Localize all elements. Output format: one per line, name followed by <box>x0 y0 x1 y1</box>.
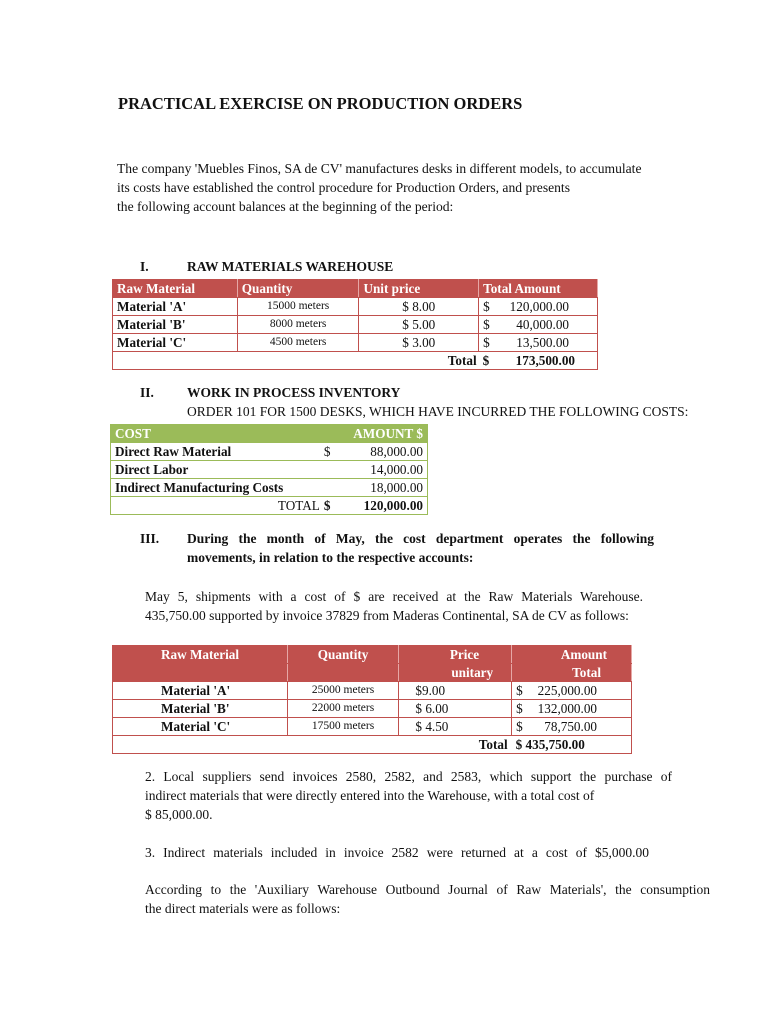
paragraph-line: According to the 'Auxiliary Warehouse Outbound Journal of Raw Materials', the consumption <box>145 882 710 897</box>
column-header: Total <box>512 664 632 682</box>
material-cell: Material 'A' <box>113 298 238 316</box>
amount-value: 88,000.00 <box>370 444 423 459</box>
table-row <box>113 334 598 352</box>
material-cell: Material 'B' <box>113 700 288 718</box>
table-row <box>111 443 428 461</box>
total-cell <box>323 497 428 515</box>
currency-symbol: $ <box>516 701 523 716</box>
amount-cell: 18,000.00 <box>328 479 428 497</box>
amount-value: 40,000.00 <box>516 317 569 332</box>
column-header: Raw Material <box>113 280 238 298</box>
amount-cell <box>479 316 598 334</box>
quantity-cell: 8000 meters <box>237 316 359 334</box>
total-cell <box>479 352 598 370</box>
column-header: Amount <box>512 646 632 664</box>
table-row <box>111 461 428 479</box>
table-row <box>111 479 428 497</box>
column-header: Price <box>399 646 512 664</box>
table-header-row <box>113 280 598 298</box>
intro-line: its costs have established the control procedure for Production Orders, and presents <box>117 180 571 195</box>
column-header: AMOUNT $ <box>328 425 428 443</box>
price-cell: $ 5.00 <box>359 316 479 334</box>
total-row <box>111 497 428 515</box>
column-header: Quantity <box>287 646 399 664</box>
intro-line: The company 'Muebles Finos, SA de CV' manufactures desks in different models, to accumulate <box>117 161 642 176</box>
total-label: Total <box>399 736 512 754</box>
paragraph-line: the direct materials were as follows: <box>145 901 341 916</box>
price-cell: $ 6.00 <box>399 700 512 718</box>
total-row <box>113 352 598 370</box>
amount-cell <box>512 700 632 718</box>
total-value: $ 435,750.00 <box>512 736 632 754</box>
currency-symbol: $ <box>483 299 490 314</box>
paragraph-line: indirect materials that were directly entered into the Warehouse, with a total cost of <box>145 788 595 803</box>
amount-value: 132,000.00 <box>537 701 597 716</box>
section-2-subheading: ORDER 101 FOR 1500 DESKS, WHICH HAVE INCURRED THE FOLLOWING COSTS: <box>187 404 689 419</box>
column-header: Raw Material <box>113 646 288 664</box>
table-row <box>113 298 598 316</box>
raw-materials-table <box>112 279 598 370</box>
paragraph-line: 3. Indirect materials included in invoice 2582 were returned at a cost of $5,000.00 <box>145 845 649 860</box>
purchases-table <box>112 645 632 754</box>
material-cell: Material 'C' <box>113 334 238 352</box>
cost-cell: Indirect Manufacturing Costs <box>111 479 328 497</box>
price-cell: $ 3.00 <box>359 334 479 352</box>
cost-cell: Direct Labor <box>111 461 328 479</box>
table-row <box>113 682 632 700</box>
amount-cell <box>479 298 598 316</box>
currency-symbol: $ <box>323 498 331 513</box>
quantity-cell: 22000 meters <box>287 700 399 718</box>
intro-paragraph <box>117 159 642 216</box>
currency-symbol: $ <box>323 444 331 459</box>
amount-value: 13,500.00 <box>516 335 569 350</box>
intro-line: the following account balances at the beginning of the period: <box>117 199 454 214</box>
column-header: Quantity <box>237 280 359 298</box>
material-cell: Material 'B' <box>113 316 238 334</box>
quantity-cell: 25000 meters <box>287 682 399 700</box>
amount-value: 120,000.00 <box>509 299 569 314</box>
material-cell: Material 'A' <box>113 682 288 700</box>
table-row <box>113 718 632 736</box>
section-1-heading <box>0 259 768 277</box>
total-value: 120,000.00 <box>363 498 423 513</box>
section-3-heading-line: movements, in relation to the respective accounts: <box>187 550 474 565</box>
column-header: unitary <box>399 664 512 682</box>
section-3-heading-line: During the month of May, the cost department operates the following <box>187 531 654 546</box>
column-header: Unit price <box>359 280 479 298</box>
total-label: Total <box>359 352 479 370</box>
section-number: II. <box>140 385 154 400</box>
section-3-number: III. <box>140 531 160 546</box>
paragraph-line: 2. Local suppliers send invoices 2580, 2582, and 2583, which support the purchase of <box>145 769 672 784</box>
paragraph-line: May 5, shipments with a cost of $ are received at the Raw Materials Warehouse. <box>145 589 643 604</box>
currency-symbol: $ <box>516 719 523 734</box>
quantity-cell: 4500 meters <box>237 334 359 352</box>
section-number: I. <box>140 259 149 274</box>
currency-symbol: $ <box>483 335 490 350</box>
column-header: COST <box>111 425 328 443</box>
price-cell: $ 8.00 <box>359 298 479 316</box>
page-title: PRACTICAL EXERCISE ON PRODUCTION ORDERS <box>118 94 523 113</box>
amount-cell <box>479 334 598 352</box>
table-header-row <box>113 664 632 682</box>
table-row <box>113 316 598 334</box>
currency-symbol: $ <box>516 683 523 698</box>
work-in-process-table <box>110 424 428 515</box>
amount-cell <box>512 718 632 736</box>
currency-symbol: $ <box>482 353 490 368</box>
quantity-cell: 15000 meters <box>237 298 359 316</box>
paragraph-line: 435,750.00 supported by invoice 37829 from Maderas Continental, SA de CV as follows: <box>145 608 629 623</box>
price-cell: $9.00 <box>399 682 512 700</box>
paragraph-line: $ 85,000.00. <box>145 807 213 822</box>
total-label: TOTAL <box>111 497 328 515</box>
cost-cell: Direct Raw Material <box>111 443 328 461</box>
price-cell: $ 4.50 <box>399 718 512 736</box>
table-header-row <box>113 646 632 664</box>
section-title: WORK IN PROCESS INVENTORY <box>187 385 401 400</box>
material-cell: Material 'C' <box>113 718 288 736</box>
quantity-cell: 17500 meters <box>287 718 399 736</box>
total-row <box>113 736 632 754</box>
section-2-heading <box>0 385 768 403</box>
currency-symbol: $ <box>483 317 490 332</box>
total-value: 173,500.00 <box>515 353 575 368</box>
amount-value: 78,750.00 <box>544 719 597 734</box>
section-title: RAW MATERIALS WAREHOUSE <box>187 259 394 274</box>
amount-value: 225,000.00 <box>537 683 597 698</box>
table-header-row <box>111 425 428 443</box>
amount-cell <box>512 682 632 700</box>
amount-cell: 14,000.00 <box>328 461 428 479</box>
amount-cell <box>323 443 428 461</box>
column-header: Total Amount <box>479 280 598 298</box>
table-row <box>113 700 632 718</box>
